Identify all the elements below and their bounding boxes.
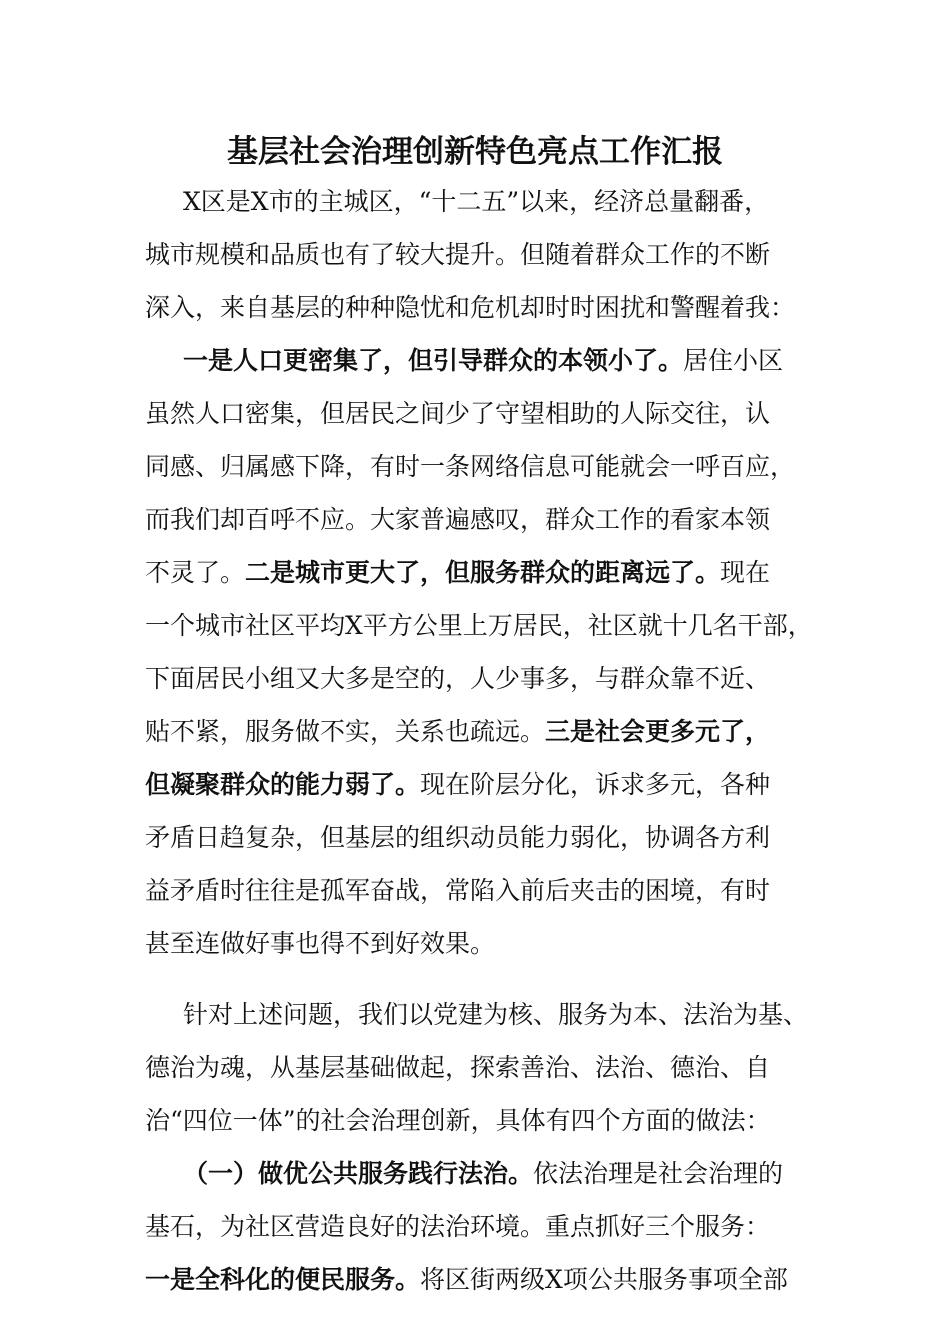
text-line <box>145 546 835 599</box>
body-text: 虽然人口密集，但居民之间少了守望相助的人际交往，认 <box>145 399 771 428</box>
body-text: 深入，来自基层的种种隐忧和危机却时时困扰和警醒着我： <box>145 293 796 322</box>
bold-heading-text: 二是城市更大了，但服务群众的距离远了。 <box>245 558 721 587</box>
body-text: 下面居民小组又大多是空的，人少事多，与群众靠不近、 <box>145 664 771 693</box>
body-text: 矛盾日趋复杂，但基层的组织动员能力弱化，协调各方利 <box>145 823 771 852</box>
body-text: 甚至连做好事也得不到好效果。 <box>145 929 496 958</box>
body-text: 治“四位一体”的社会治理创新，具体有四个方面的做法： <box>145 1106 771 1135</box>
body-text: 城市规模和品质也有了较大提升。但随着群众工作的不断 <box>145 240 771 269</box>
text-line <box>145 599 835 652</box>
text-line <box>145 440 835 493</box>
text-line <box>145 228 835 281</box>
text-line <box>145 1041 835 1094</box>
body-text: 不灵了。 <box>145 558 246 587</box>
body-text: X区是X市的主城区，“十二五”以来，经济总量翻番， <box>183 187 770 216</box>
body-text: 益矛盾时往往是孤军奋战，常陷入前后夹击的困境，有时 <box>145 876 771 905</box>
text-line <box>145 988 835 1041</box>
text-line <box>145 1253 835 1306</box>
text-line <box>145 1200 835 1253</box>
bold-heading-text: 三是社会更多元了， <box>545 717 771 746</box>
text-line <box>145 758 835 811</box>
text-line <box>145 1147 835 1200</box>
text-line <box>145 705 835 758</box>
text-line <box>145 811 835 864</box>
text-line <box>145 864 835 917</box>
bold-heading-text: 一是全科化的便民服务。 <box>145 1265 421 1294</box>
bold-heading-text: （一）做优公共服务践行法治。 <box>183 1159 534 1188</box>
body-text: 现在阶层分化，诉求多元，各种 <box>420 770 771 799</box>
body-text: 居住小区 <box>683 346 784 375</box>
body-text: 德治为魂，从基层基础做起，探索善治、法治、德治、自 <box>145 1053 771 1082</box>
text-line <box>145 917 835 970</box>
body-text: 针对上述问题，我们以党建为核、服务为本、法治为基、 <box>183 1000 809 1029</box>
text-line <box>145 281 835 334</box>
text-line <box>145 1094 835 1147</box>
body-text: 将区街两级X项公共服务事项全部 <box>420 1265 788 1294</box>
text-line <box>145 387 835 440</box>
body-text: 一个城市社区平均X平方公里上万居民，社区就十几名干部， <box>145 611 813 640</box>
body-text: 贴不紧，服务做不实，关系也疏远。 <box>145 717 546 746</box>
text-line <box>145 175 835 228</box>
document-title: 基层社会治理创新特色亮点工作汇报 <box>227 134 723 170</box>
body-text: 而我们却百呼不应。大家普遍感叹，群众工作的看家本领 <box>145 505 771 534</box>
bold-heading-text: 但凝聚群众的能力弱了。 <box>145 770 421 799</box>
body-text: 基石，为社区营造良好的法治环境。重点抓好三个服务： <box>145 1212 771 1241</box>
text-line <box>145 493 835 546</box>
body-text: 现在 <box>720 558 771 587</box>
body-text: 同感、归属感下降，有时一条网络信息可能就会一呼百应， <box>145 452 796 481</box>
text-line <box>145 652 835 705</box>
text-line <box>145 334 835 387</box>
document-body <box>145 175 835 1306</box>
body-text: 依法治理是社会治理的 <box>533 1159 784 1188</box>
bold-heading-text: 一是人口更密集了，但引导群众的本领小了。 <box>183 346 684 375</box>
